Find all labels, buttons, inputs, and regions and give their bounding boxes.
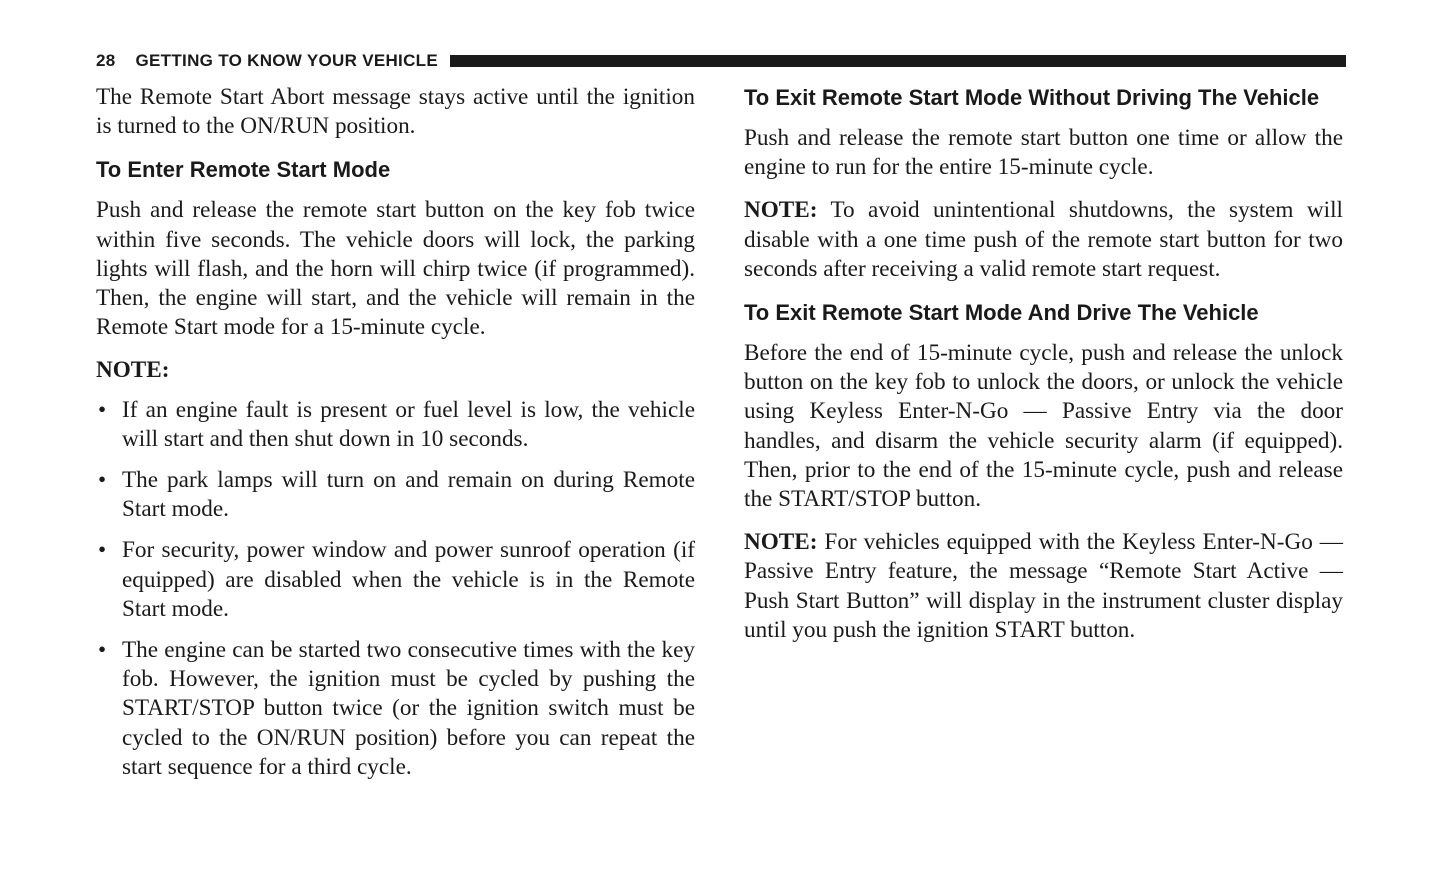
enter-remote-start-heading: To Enter Remote Start Mode: [96, 157, 391, 183]
left-column: [96, 83, 695, 794]
exit-without-driving-paragraph: Push and release the remote start button one time or allow the engine to run for the entire 15-minute cycle.: [744, 125, 1343, 181]
bullet-icon: •: [98, 537, 107, 564]
list-item: [96, 636, 695, 782]
list-item: [96, 536, 695, 624]
list-item: [96, 396, 695, 454]
bullet-text: If an engine fault is present or fuel level is low, the vehicle will start and then shut down in 10 seconds.: [122, 396, 695, 452]
right-column: [744, 83, 1343, 659]
note-text: To avoid unintentional shutdowns, the system will disable with a one time push of the remote start button for two seconds after receiving a valid remote start request.: [744, 197, 1343, 282]
bullet-icon: •: [98, 467, 107, 494]
note-label: NOTE:: [96, 357, 170, 384]
page-number: 28: [96, 51, 116, 70]
bullet-text: The park lamps will turn on and remain on during Remote Start mode.: [122, 467, 695, 523]
keyless-note-paragraph: [744, 528, 1343, 645]
abort-message-paragraph: The Remote Start Abort message stays active until the ignition is turned to the ON/RUN position.: [96, 84, 695, 140]
bullet-icon: •: [98, 637, 107, 664]
note-bullet-list: [96, 396, 695, 782]
enter-remote-start-paragraph: Push and release the remote start button on the key fob twice within five seconds. The vehicle doors will lock, the parking lights will flash, and the horn will chirp twice (if programmed). Then, the engine will start, and the vehicle will remain in the Remote Start mode for a 15-minute cycle.: [96, 197, 695, 341]
list-item: [96, 466, 695, 524]
header-rule: [450, 55, 1346, 67]
note-label: NOTE:: [744, 197, 818, 224]
bullet-icon: •: [98, 396, 107, 423]
bullet-text: The engine can be started two consecutive times with the key fob. However, the ignition must be cycled by pushing the START/STOP button twice (or the ignition switch must be cycled to the ON/RUN position) before you can repeat the start sequence for a third cycle.: [122, 637, 695, 780]
note-label: NOTE:: [744, 529, 818, 556]
section-title: GETTING TO KNOW YOUR VEHICLE: [135, 51, 438, 70]
exit-and-drive-paragraph: Before the end of 15-minute cycle, push and release the unlock button on the key fob to unlock the doors, or unlock the vehicle using Keyless Enter-N-Go — Passive Entry via the door handles, and disarm the vehicle security alarm (if equipped). Then, prior to the end of the 15-minute cycle, push and release the START/STOP button.: [744, 340, 1343, 513]
shutdown-note-paragraph: [744, 196, 1343, 284]
exit-and-drive-heading: To Exit Remote Start Mode And Drive The Vehicle: [744, 300, 1259, 326]
page-header: [96, 50, 1346, 72]
note-text: For vehicles equipped with the Keyless Enter-N-Go — Passive Entry feature, the message “Remote Start Active — Push Start Button” will display in the instrument cluster display until you push the ignition START button.: [744, 529, 1343, 643]
exit-without-driving-heading: To Exit Remote Start Mode Without Driving The Vehicle: [744, 85, 1320, 110]
bullet-text: For security, power window and power sunroof operation (if equipped) are disabled when the vehicle is in the Remote Start mode.: [122, 537, 695, 622]
